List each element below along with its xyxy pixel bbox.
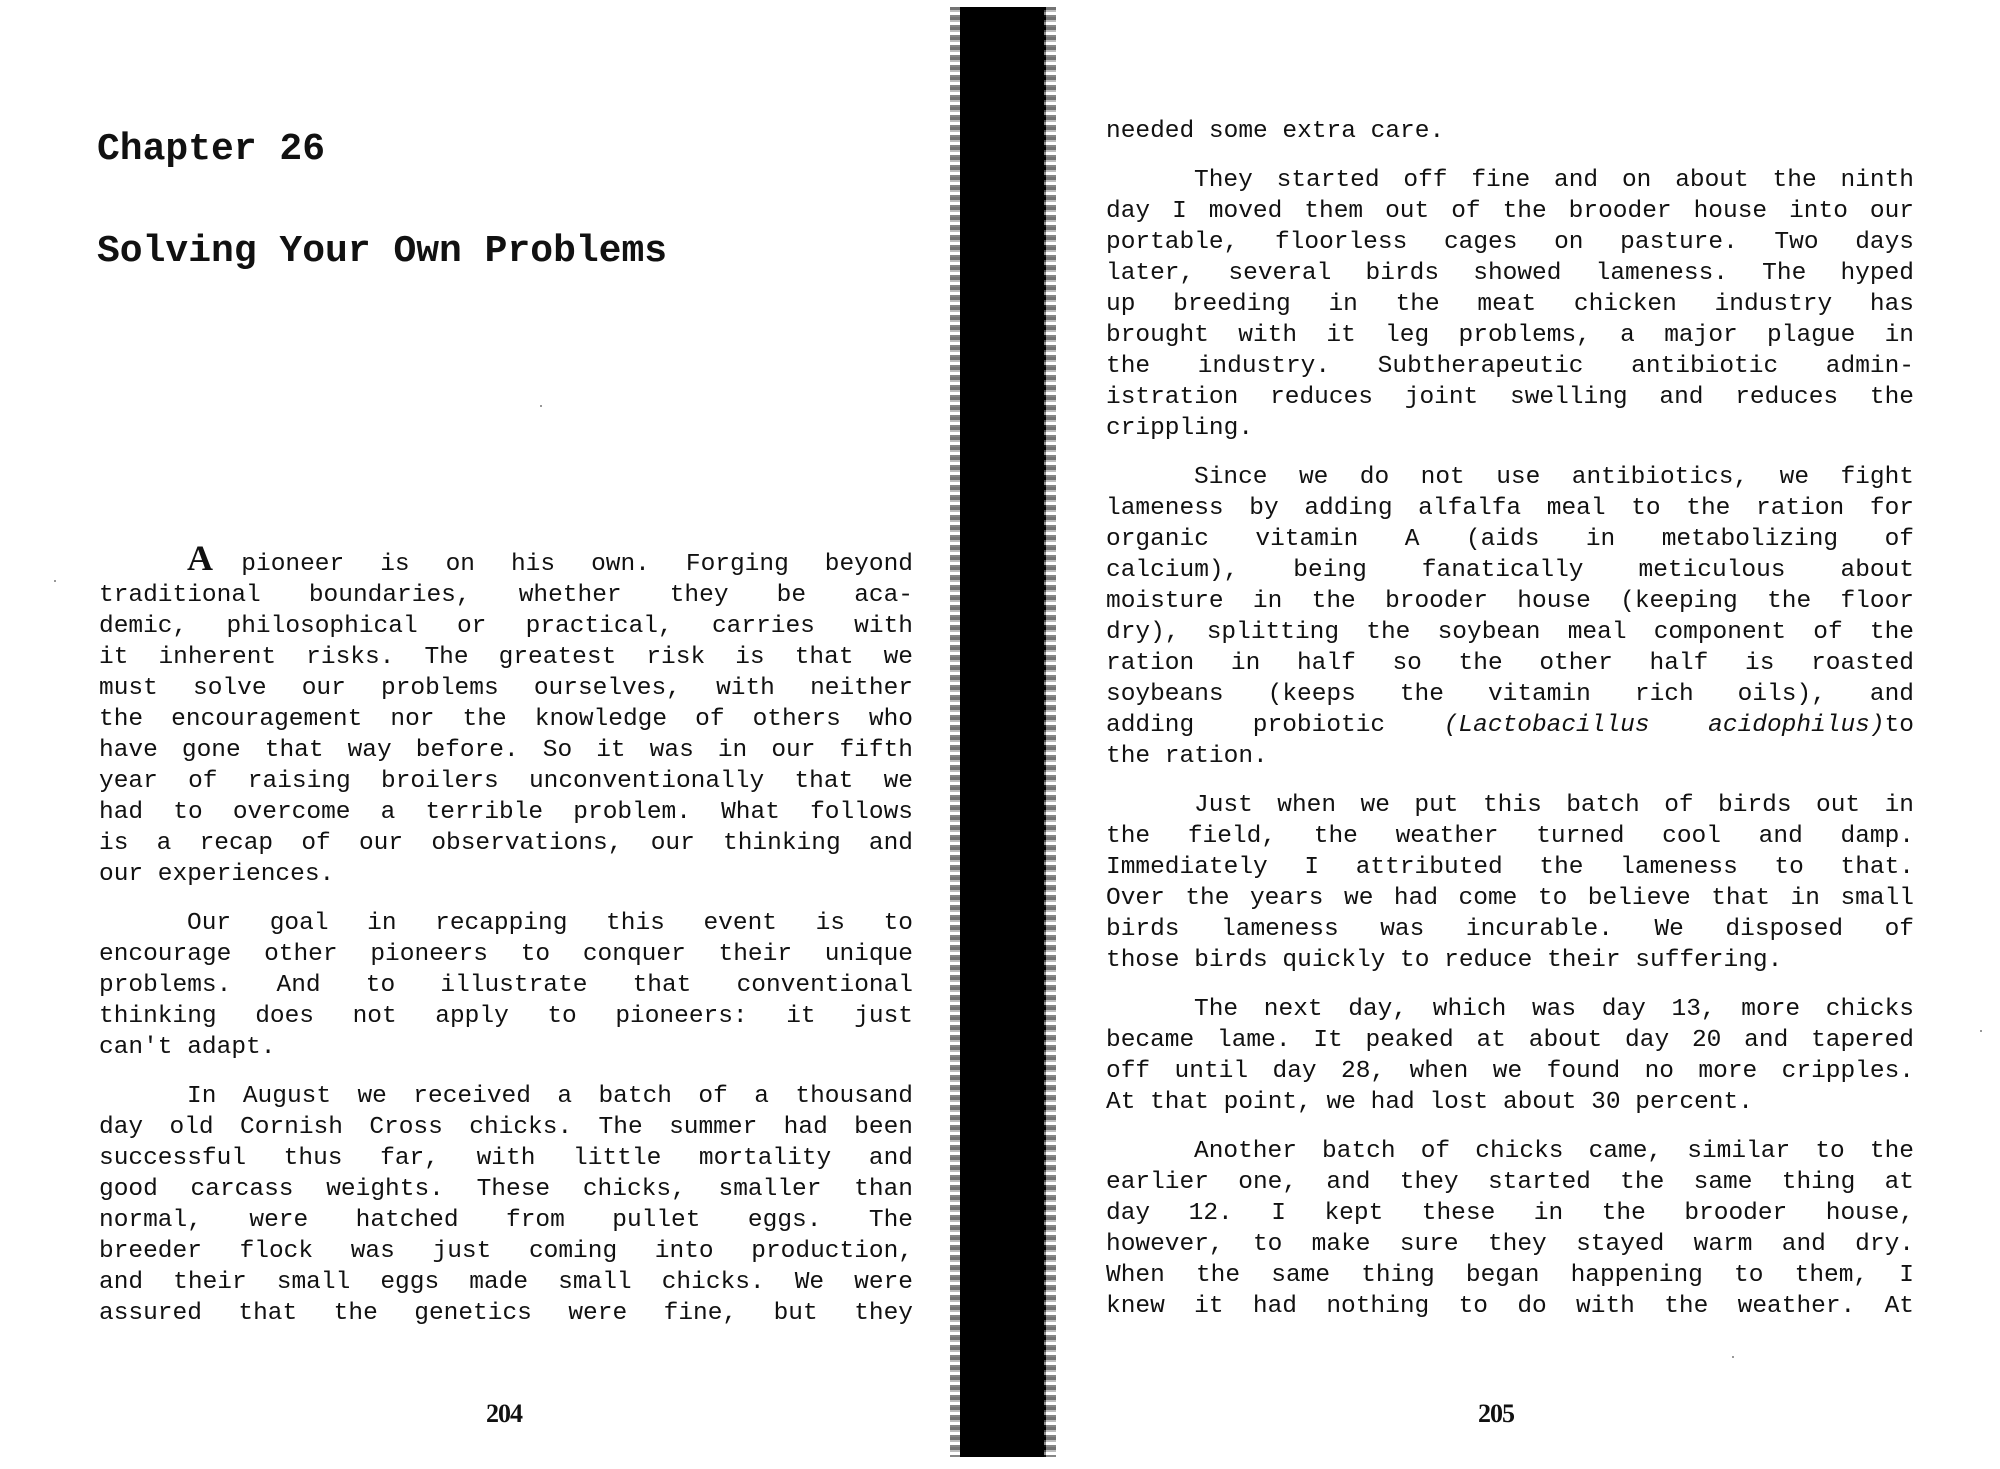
text-line: earlier one, and they started the same thing at [1106,1169,1914,1196]
paragraph [1106,790,1914,976]
chapter-number: Chapter 26 [97,128,326,171]
text-line: Immediately I attributed the lameness to that. [1106,854,1914,881]
text-line: thinking does not apply to pioneers: it just [99,1003,913,1030]
text-line: dry), splitting the soybean meal component of the [1106,619,1914,646]
text-line: our experiences. [99,861,335,888]
text-line: crippling. [1106,415,1254,442]
scan-speck [540,405,542,407]
text-line: and their small eggs made small chicks. We were [99,1269,913,1296]
paragraph [99,908,913,1063]
text-line: the encouragement nor the knowledge of others who [99,706,913,733]
text-line: At that point, we had lost about 30 percent. [1106,1089,1753,1116]
text-line: moisture in the brooder house (keeping the floor [1106,588,1914,615]
text-line: those birds quickly to reduce their suffering. [1106,947,1783,974]
text-line: soybeans (keeps the vitamin rich oils), and [1106,681,1914,708]
text-line: can't adapt. [99,1034,276,1061]
scan-speck [1732,1356,1734,1358]
left-page-body [99,538,913,1347]
paragraph [1106,1136,1914,1322]
text-line: later, several birds showed lameness. The hyped [1106,260,1914,287]
text-line: Just when we put this batch of birds out in [1194,792,1914,819]
scan-speck [1980,1030,1982,1032]
text-line: successful thus far, with little mortality and [99,1145,913,1172]
text-line: day old Cornish Cross chicks. The summer had been [99,1114,913,1141]
text-line: lameness by adding alfalfa meal to the ration for [1106,495,1914,522]
text-line: ration in half so the other half is roasted [1106,650,1914,677]
paragraph [99,1081,913,1329]
text-line: is a recap of our observations, our thinking and [99,830,913,857]
text-line: knew it had nothing to do with the weather. At [1106,1293,1914,1320]
text-line: the field, the weather turned cool and damp. [1106,823,1914,850]
text-line: Our goal in recapping this event is to [187,910,913,937]
text-line: brought with it leg problems, a major plague in [1106,322,1914,349]
text-line: adding probiotic (Lactobacillus acidophilus)to [1106,712,1914,739]
page-number-right: 205 [1478,1399,1514,1428]
text-line: the ration. [1106,743,1268,770]
page-number-left: 204 [486,1399,522,1428]
text-line: good carcass weights. These chicks, smaller than [99,1176,913,1203]
text-line: normal, were hatched from pullet eggs. The [99,1207,913,1234]
text-line: demic, philosophical or practical, carries with [99,613,913,640]
text-line: Another batch of chicks came, similar to the [1194,1138,1914,1165]
text-line: breeder flock was just coming into production, [99,1238,913,1265]
text-line: off until day 28, when we found no more cripples. [1106,1058,1914,1085]
paragraph [99,538,913,890]
scan-speck [54,580,56,582]
text-line: however, to make sure they stayed warm and dry. [1106,1231,1914,1258]
text-line: needed some extra care. [1106,118,1445,145]
text-line: organic vitamin A (aids in metabolizing of [1106,526,1914,553]
left-page [0,0,940,1469]
text-line: year of raising broilers unconventionally that we [99,768,913,795]
paragraph [1106,116,1914,147]
text-line: had to overcome a terrible problem. What follows [99,799,913,826]
book-gutter-shadow [960,7,1046,1457]
text-line: In August we received a batch of a thousand [187,1083,913,1110]
text-line: it inherent risks. The greatest risk is that we [99,644,913,671]
drop-cap: A [187,538,242,578]
text-line: portable, floorless cages on pasture. Two days [1106,229,1914,256]
paragraph [1106,994,1914,1118]
paragraph [1106,462,1914,772]
text-line: became lame. It peaked at about day 20 and tapered [1106,1027,1914,1054]
text-line: They started off fine and on about the ninth [1194,167,1914,194]
text-line: problems. And to illustrate that conventional [99,972,913,999]
text-line: encourage other pioneers to conquer their unique [99,941,913,968]
text-line: traditional boundaries, whether they be aca- [99,582,913,609]
text-line: Over the years we had come to believe that in small [1106,885,1914,912]
text-line: The next day, which was day 13, more chicks [1194,996,1914,1023]
paragraph [1106,165,1914,444]
chapter-title: Solving Your Own Problems [97,230,668,273]
text-line: Since we do not use antibiotics, we fight [1194,464,1914,491]
text-line: When the same thing began happening to them, I [1106,1262,1914,1289]
right-page-body [1106,116,1914,1340]
text-line: up breeding in the meat chicken industry has [1106,291,1914,318]
text-line: assured that the genetics were fine, but they [99,1300,913,1327]
text-line: day 12. I kept these in the brooder house, [1106,1200,1914,1227]
text-line: calcium), being fanatically meticulous about [1106,557,1914,584]
italic-species-name: (Lactobacillus acidophilus) [1443,712,1885,739]
text-line: birds lameness was incurable. We disposed of [1106,916,1914,943]
text-line: A pioneer is on his own. Forging beyond [187,538,913,578]
text-line: have gone that way before. So it was in our fifth [99,737,913,764]
text-line: istration reduces joint swelling and reduces the [1106,384,1914,411]
text-line: must solve our problems ourselves, with neither [99,675,913,702]
text-line: day I moved them out of the brooder house into our [1106,198,1914,225]
text-line: the industry. Subtherapeutic antibiotic admin- [1106,353,1914,380]
